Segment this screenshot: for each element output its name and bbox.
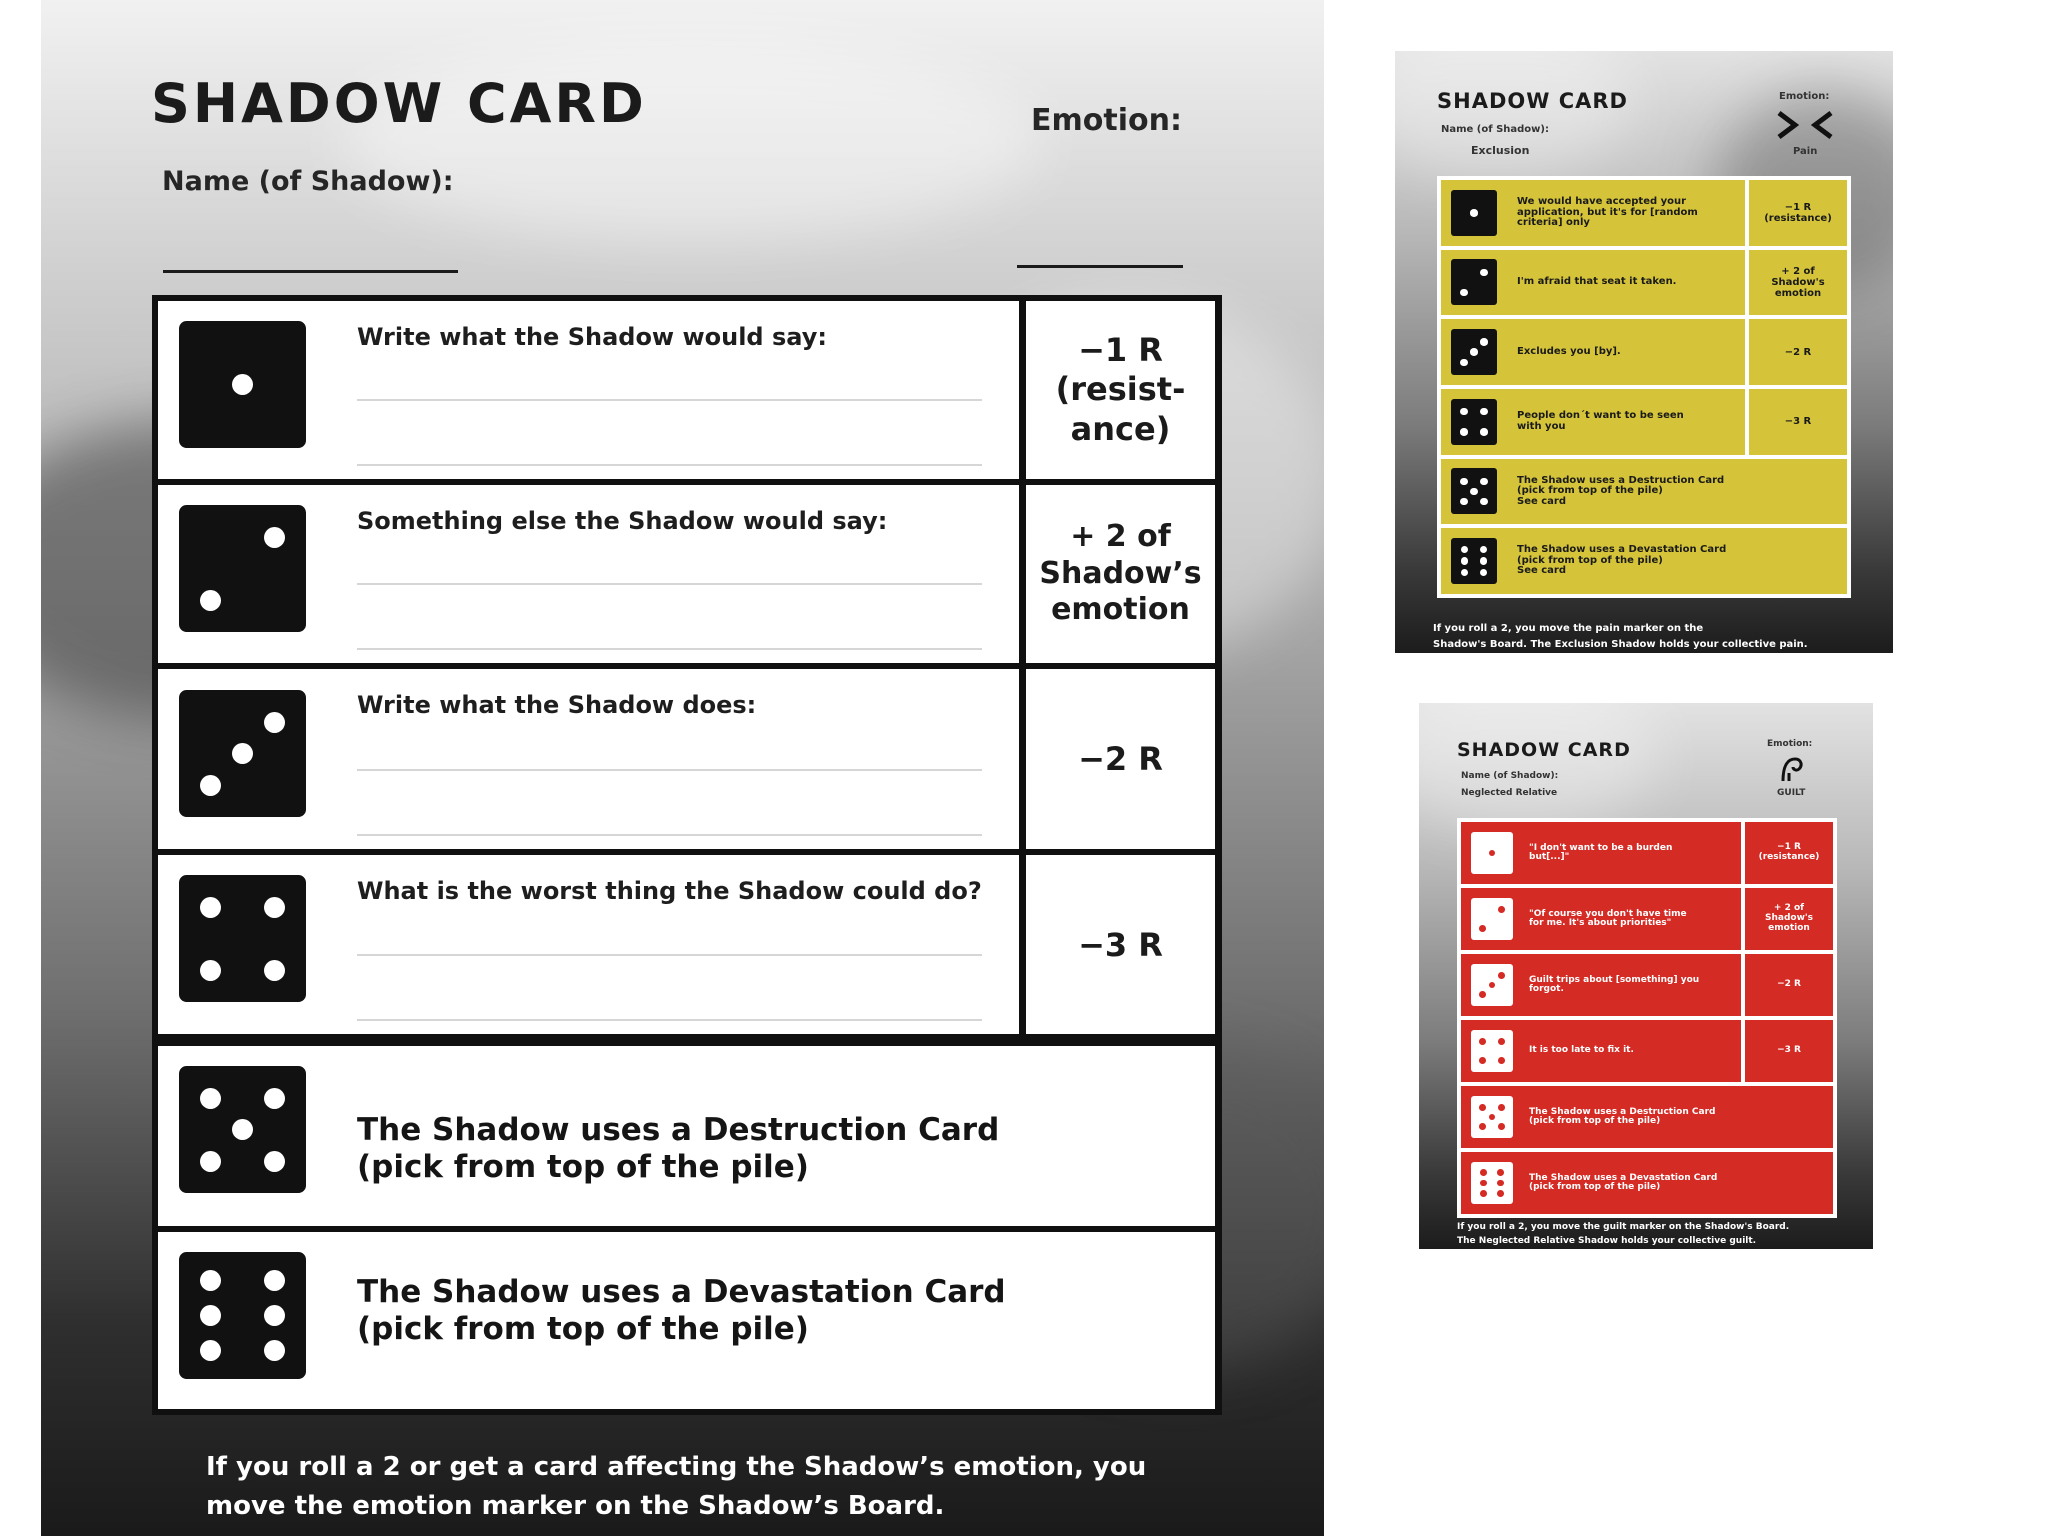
card-title: SHADOW CARD	[1437, 89, 1628, 113]
name-label: Name (of Shadow):	[1461, 771, 1559, 781]
die-face-3-icon	[179, 690, 306, 817]
write-line	[357, 954, 982, 956]
row-text: The Shadow uses a Devastation Card (pick from top of the pile) See card	[1517, 544, 1727, 577]
write-line	[357, 834, 982, 836]
table-row	[1461, 822, 1833, 884]
emotion-value: Pain	[1793, 146, 1818, 157]
roll-table	[1457, 818, 1837, 1218]
smoke-texture	[1419, 703, 1659, 833]
write-line	[357, 648, 982, 650]
die-face-1-icon	[1451, 190, 1497, 236]
row-effect: −1 R (resist- ance)	[1055, 331, 1186, 448]
die-face-4-icon	[1451, 399, 1497, 445]
roll-table	[1437, 176, 1851, 598]
row-text: The Shadow uses a Devastation Card (pick from top of the pile)	[1529, 1172, 1718, 1192]
die-face-3-icon	[1471, 964, 1513, 1006]
die-face-2-icon	[1451, 259, 1497, 305]
row-effect: + 2 of Shadow's emotion	[1749, 250, 1847, 316]
table-row	[152, 669, 1222, 849]
card-title: SHADOW CARD	[151, 72, 647, 135]
die-face-4-icon	[179, 875, 306, 1002]
table-row	[1461, 888, 1833, 950]
die-face-4-icon	[1471, 1030, 1513, 1072]
emotion-label: Emotion:	[1779, 91, 1830, 102]
row-text: I'm afraid that seat it taken.	[1517, 276, 1677, 288]
die-face-6-icon	[179, 1252, 306, 1379]
row-effect: −2 R	[1749, 319, 1847, 385]
emotion-label: Emotion:	[1767, 739, 1813, 749]
row-effect: −2 R	[1745, 954, 1833, 1016]
write-line	[357, 399, 982, 401]
table-row	[1441, 528, 1847, 594]
smoke-texture	[341, 40, 1041, 240]
row-effect: −1 R (resistance)	[1745, 822, 1833, 884]
card-footer-rule: If you roll a 2 or get a card affecting the Shadow’s emotion, you move the emotion marker on the Shadow’s Board.	[206, 1452, 1147, 1521]
emotion-write-line	[1017, 265, 1183, 268]
die-face-2-icon	[179, 505, 306, 632]
die-face-3-icon	[1451, 329, 1497, 375]
table-row	[1441, 319, 1847, 385]
name-label: Name (of Shadow):	[162, 166, 454, 197]
row-effect: −2 R	[1078, 740, 1163, 778]
die-face-6-icon	[1471, 1162, 1513, 1204]
table-row	[152, 485, 1222, 663]
row-text: Guilt trips about [something] you forgot.	[1529, 974, 1700, 994]
table-row	[1441, 459, 1847, 525]
main-shadow-card	[41, 0, 1324, 1536]
write-line	[357, 583, 982, 585]
name-label: Name (of Shadow):	[1441, 124, 1549, 135]
die-face-1-icon	[1471, 832, 1513, 874]
die-face-5-icon	[1451, 468, 1497, 514]
table-row	[1461, 954, 1833, 1016]
table-row	[152, 1232, 1222, 1409]
die-face-1-icon	[179, 321, 306, 448]
shadow-name: Neglected Relative	[1461, 788, 1558, 798]
guilt-icon	[1777, 755, 1807, 785]
emotion-value: GUILT	[1777, 788, 1806, 798]
emotion-label: Emotion:	[1031, 103, 1182, 138]
table-row	[152, 1046, 1222, 1226]
card-footer-rule: If you roll a 2, you move the pain marker on the Shadow's Board. The Exclusion Shadow holds your collective pain.	[1433, 623, 1808, 650]
die-face-6-icon	[1451, 538, 1497, 584]
card-title: SHADOW CARD	[1457, 739, 1631, 761]
row-text: We would have accepted your application, but it's for [random criteria] only	[1517, 196, 1698, 229]
row-text: The Shadow uses a Destruction Card (pick from top of the pile) See card	[1517, 474, 1725, 507]
table-row	[1461, 1086, 1833, 1148]
table-row	[1461, 1152, 1833, 1214]
row-prompt: What is the worst thing the Shadow could do?	[357, 877, 982, 905]
red-shadow-card	[1419, 703, 1873, 1249]
row-effect: + 2 of Shadow's emotion	[1745, 888, 1833, 950]
pain-icon	[1775, 107, 1835, 143]
row-effect: −3 R	[1745, 1020, 1833, 1082]
row-effect: −1 R (resistance)	[1749, 180, 1847, 246]
write-line	[357, 464, 982, 466]
row-effect: −3 R	[1749, 389, 1847, 455]
row-text: "Of course you don't have time for me. It's about priorities"	[1529, 908, 1687, 928]
table-row	[1441, 250, 1847, 316]
row-text: The Shadow uses a Destruction Card (pick from top of the pile)	[1529, 1106, 1716, 1126]
row-prompt: Write what the Shadow does:	[357, 691, 757, 719]
row-prompt: Write what the Shadow would say:	[357, 323, 827, 351]
die-face-5-icon	[1471, 1096, 1513, 1138]
table-row	[152, 301, 1222, 479]
roll-table	[152, 295, 1222, 1415]
smoke-texture	[1395, 51, 1635, 181]
die-face-2-icon	[1471, 898, 1513, 940]
row-effect: −3 R	[1078, 925, 1163, 964]
write-line	[357, 769, 982, 771]
table-row	[152, 855, 1222, 1034]
shadow-name: Exclusion	[1471, 144, 1530, 157]
row-text: "I don't want to be a burden but[...]"	[1529, 842, 1673, 862]
die-face-5-icon	[179, 1066, 306, 1193]
table-row	[1461, 1020, 1833, 1082]
row-text: It is too late to fix it.	[1529, 1045, 1634, 1056]
table-row	[1441, 389, 1847, 455]
row-rule-text: The Shadow uses a Devastation Card (pick from top of the pile)	[357, 1274, 1006, 1348]
write-line	[357, 1019, 982, 1021]
card-footer-rule: If you roll a 2, you move the guilt marker on the Shadow's Board. The Neglected Relative Shadow holds your collective guilt.	[1457, 1222, 1790, 1246]
yellow-shadow-card	[1395, 51, 1893, 653]
row-prompt: Something else the Shadow would say:	[357, 507, 888, 535]
table-row	[1441, 180, 1847, 246]
row-text: People don´t want to be seen with you	[1517, 410, 1684, 432]
name-write-line	[163, 270, 458, 273]
row-effect: + 2 of Shadow’s emotion	[1039, 519, 1202, 628]
row-rule-text: The Shadow uses a Destruction Card (pick from top of the pile)	[357, 1112, 1000, 1186]
row-text: Excludes you [by].	[1517, 345, 1621, 357]
